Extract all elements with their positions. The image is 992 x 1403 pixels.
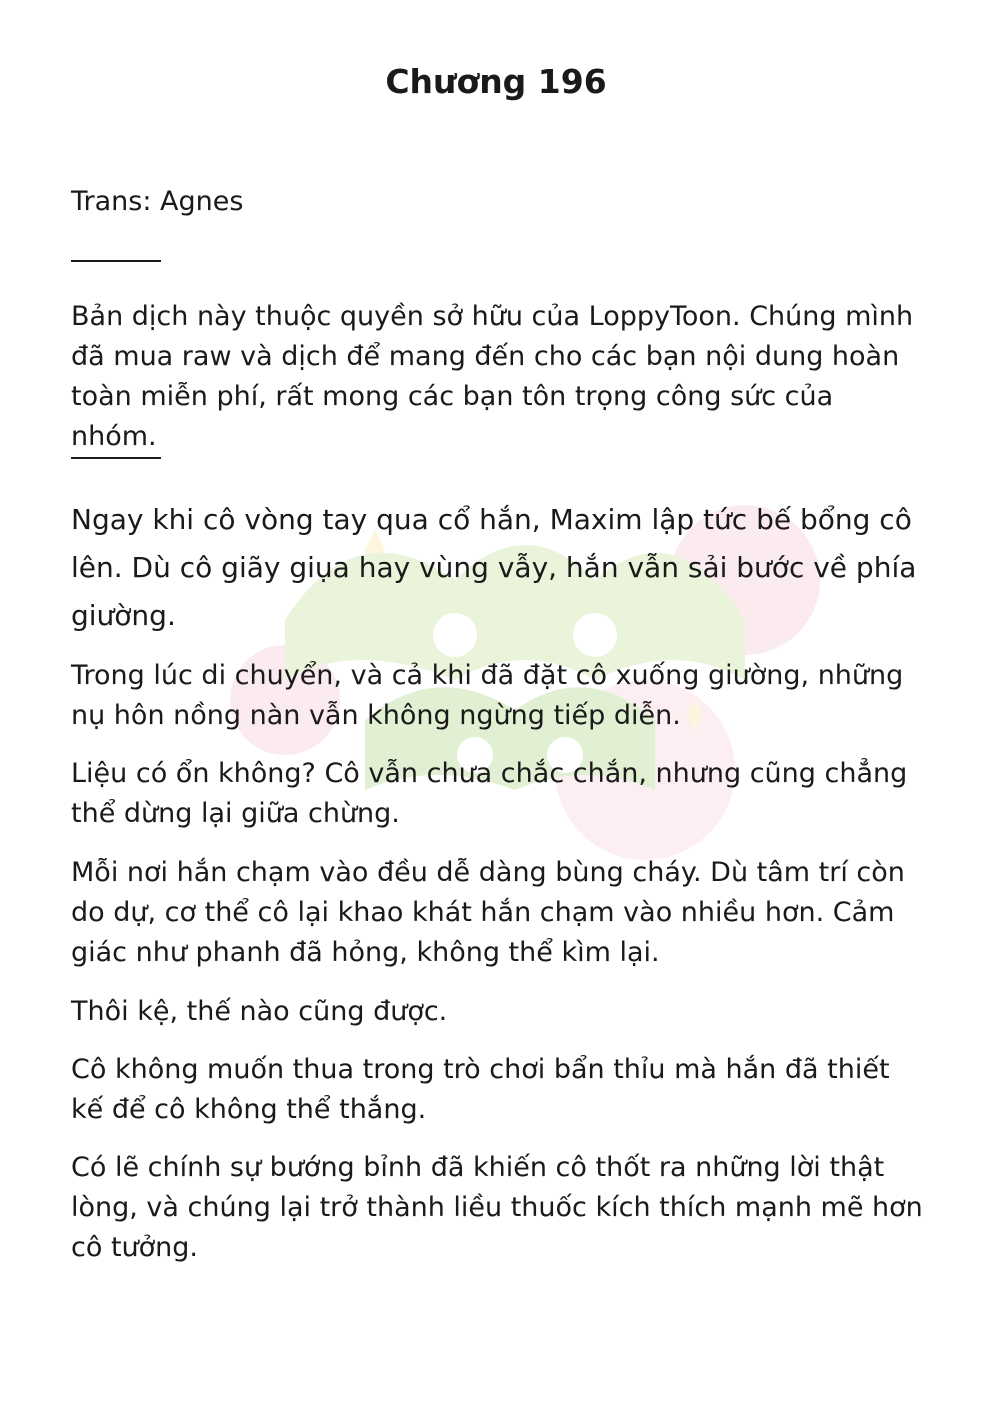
story-paragraph: Thôi kệ, thế nào cũng được. — [71, 996, 448, 1027]
translator-credit: Trans: Agnes — [71, 186, 244, 217]
story-paragraph: Có lẽ chính sự bướng bỉnh đã khiến cô thốt ra những lời thật lòng, và chúng lại trở thành liều thuốc kích thích mạnh mẽ hơn cô tưởng. — [71, 1152, 923, 1263]
story-paragraph: Trong lúc di chuyển, và cả khi đã đặt cô xuống giường, những nụ hôn nồng nàn vẫn không ngừng tiếp diễn. — [71, 660, 904, 731]
story-paragraph: Cô không muốn thua trong trò chơi bẩn thỉu mà hắn đã thiết kế để cô không thể thắng. — [71, 1054, 890, 1125]
story-paragraph: Liệu có ổn không? Cô vẫn chưa chắc chắn, nhưng cũng chẳng thể dừng lại giữa chừng. — [71, 758, 908, 829]
chapter-title: Chương 196 — [385, 62, 607, 101]
story-paragraph: Mỗi nơi hắn chạm vào đều dễ dàng bùng cháy. Dù tâm trí còn do dự, cơ thể cô lại khao khát hắn chạm vào nhiều hơn. Cảm giác như phanh đã hỏng, không thể kìm lại. — [71, 857, 905, 968]
divider-top — [71, 260, 161, 262]
divider-bottom — [71, 457, 161, 459]
copyright-notice: Bản dịch này thuộc quyền sở hữu của LoppyToon. Chúng mình đã mua raw và dịch để mang đến cho các bạn nội dung hoàn toàn miễn phí, rất mong các bạn tôn trọng công sức của nhóm. — [71, 301, 914, 452]
story-paragraph: Ngay khi cô vòng tay qua cổ hắn, Maxim lập tức bế bổng cô lên. Dù cô giãy giụa hay vùng vẫy, hắn vẫn sải bước về phía giường. — [71, 503, 917, 632]
